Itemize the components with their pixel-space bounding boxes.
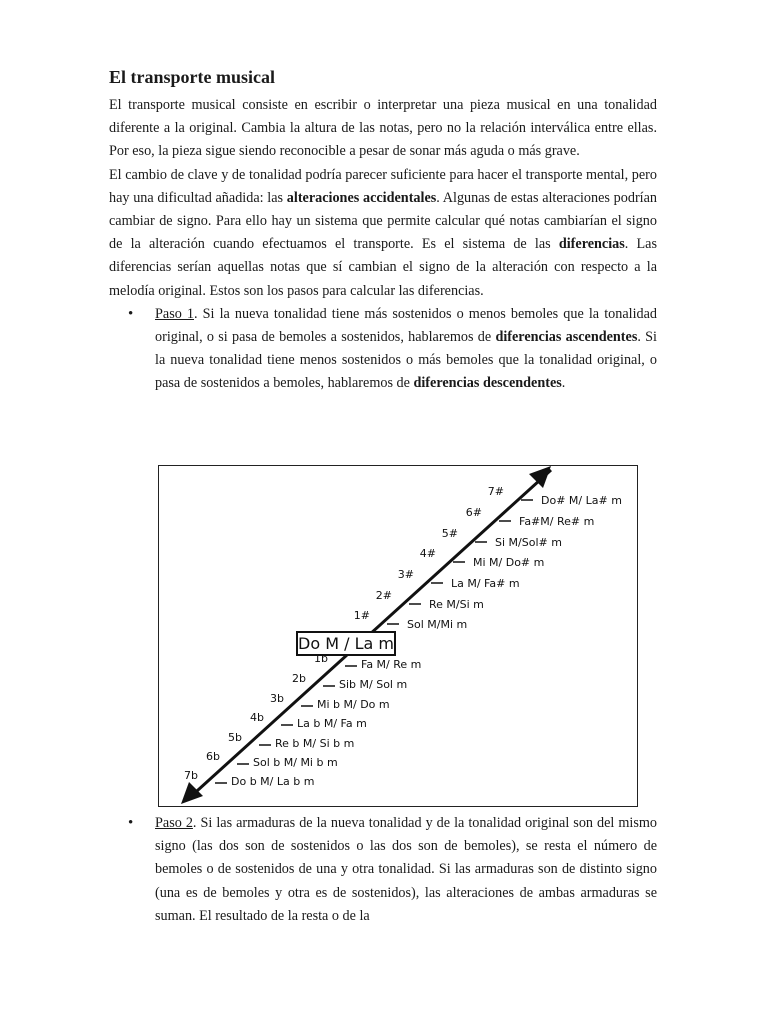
sharp-key-name: Mi M/ Do# m [473,556,545,569]
steps-list [109,303,657,396]
sharp-key-5 [442,527,562,549]
sharp-count: 2# [375,589,392,602]
center-key-label: Do M / La m [298,634,394,653]
intro-paragraph: El transporte musical consiste en escribir o interpretar una pieza musical en una tonalidad diferente a la original. Cambia la altura de las notas, pero no la relación interválica entre ellas. Por eso, la pieza sigue siendo reconocible a pesar de sonar más aguda o más grave. [109,97,657,160]
step1-bold-ascendentes: diferencias ascendentes [495,329,638,346]
sharp-count: 7# [487,485,504,498]
sharp-key-name: La M/ Fa# m [451,577,520,590]
sharp-key-name: Fa#M/ Re# m [519,515,595,528]
sharp-count: 3# [397,568,414,581]
sharp-count: 1# [353,609,370,622]
para2-bold-diferencias: diferencias [558,236,625,253]
step2-label: Paso 2 [155,815,193,831]
sharp-key-name: Si M/Sol# m [495,536,562,549]
document-body [109,64,657,396]
arrow-head-down [181,782,203,804]
steps-list-2 [155,812,657,928]
flat-key-name: Do b M/ La b m [231,775,315,788]
sharp-count: 5# [441,527,458,540]
flat-key-name: Sol b M/ Mi b m [253,756,338,769]
sharp-key-6 [466,506,595,528]
step1-label: Paso 1 [155,305,194,322]
sharp-count: 6# [465,506,482,519]
flat-count: 3b [270,692,284,705]
flat-count: 5b [228,731,242,744]
list-item-step2 [155,812,657,928]
sharp-key-name: Sol M/Mi m [407,618,468,631]
flat-key-name: Fa M/ Re m [361,658,422,671]
para2-text-c: . Algunas de estas alteraciones podrían cambiar de signo. Para ello hay un sistema que permite calcular qué notas cambiarían el signo de la alteración cuando efectuamos el transporte. Es el sistema de las [109,189,657,253]
explanation-paragraph [109,164,657,303]
flat-key-name: Sib M/ Sol m [339,678,408,691]
sharp-key-4 [420,547,545,569]
step2-text: . Si las armaduras de la nueva tonalidad y de la tonalidad original son del mismo signo (las dos son de sostenidos o las dos son de bemoles), se resta el número de bemoles o de sostenidos de una y otra tonalidad. Si las armaduras son de distinto signo (una es de bemoles y otra es de sostenidos), las alteraciones de ambas armaduras se suman. El resultado de la resta o de la [155,815,657,924]
sharp-key-3 [398,568,520,590]
key-signature-diagram [158,465,638,807]
step2-block [155,812,657,928]
list-item-step1 [155,303,657,396]
flat-key-name: Re b M/ Si b m [275,737,355,750]
step1-text-a: . Si la nueva tonalidad tiene más sostenidos o menos bemoles que la tonalidad original, o si pasa de bemoles a sostenidos, hablaremos de [155,305,657,346]
flat-count: 6b [206,750,220,763]
flat-count: 4b [250,711,264,724]
sharp-key-2 [376,589,484,611]
arrow-head-up [529,466,551,488]
diagram-canvas [159,466,637,806]
flat-key-name: Mi b M/ Do m [317,698,390,711]
sharp-key-name: Do# M/ La# m [541,494,622,507]
page-title: El transporte musical [109,67,275,87]
sharp-key-1 [354,609,467,631]
sharp-key-name: Re M/Si m [429,598,484,611]
para2-bold-alteraciones: alteraciones accidentales [286,189,437,206]
flat-count: 7b [184,769,198,782]
flat-key-name: La b M/ Fa m [297,717,367,730]
para2-text-e: . Las diferencias serían aquellas notas que sí cambian el signo de la alteración con respecto a la melodía original. Estos son los pasos para calcular las diferencias. [109,236,657,299]
step1-bold-descendentes: diferencias descendentes [413,375,562,392]
step1-text-c: . Si la nueva tonalidad tiene menos sostenidos o más bemoles que la tonalidad original, o pasa de sostenidos a bemoles, hablaremos de [155,329,657,392]
flat-count: 1b [314,652,328,665]
para2-text-a: El cambio de clave y de tonalidad podría parecer suficiente para hacer el transporte mental, pero hay una dificultad añadida: las [109,166,657,206]
step1-text-e: . [561,375,566,392]
sharp-key-7 [488,485,622,507]
flat-count: 2b [292,672,306,685]
sharp-count: 4# [419,547,436,560]
